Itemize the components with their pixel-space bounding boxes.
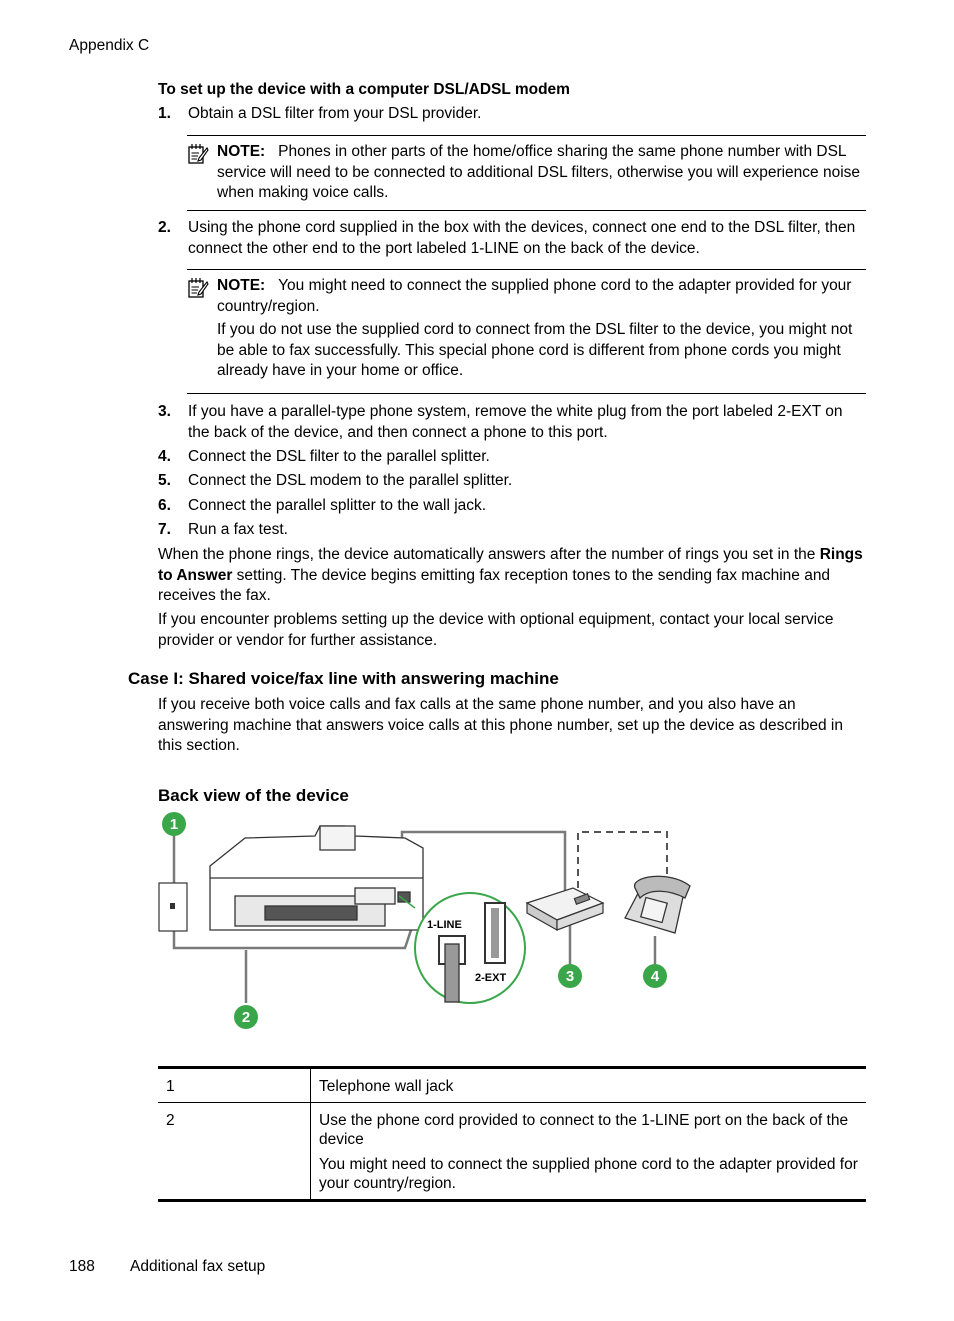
step-number: 6. — [158, 497, 171, 514]
step-3 — [158, 402, 868, 443]
note-label: NOTE: — [217, 143, 266, 160]
step-number: 1. — [158, 105, 171, 122]
section-intro: If you receive both voice calls and fax calls at the same phone number, and you also have an answering machine that answers voice calls at this phone number, set up the device as described in this section. — [158, 696, 843, 754]
svg-text:4: 4 — [650, 968, 660, 985]
running-head: Appendix C — [69, 37, 150, 54]
callout-4 — [643, 964, 667, 988]
paragraph-rings-to-answer: When the phone rings, the device automatically answers after the number of rings you set in the Rings to Answer setting. The device begins emitting fax reception tones to the sending fax machine and receives the fax. — [158, 546, 863, 604]
svg-text:1: 1 — [169, 816, 179, 833]
step-text: Connect the DSL modem to the parallel splitter. — [188, 472, 513, 489]
wall-jack — [159, 883, 187, 931]
note-text-2: If you do not use the supplied cord to connect from the DSL filter to the device, you might not be able to fax successfully. This special phone cord is different from phone cords you might already have in your home or office. — [217, 321, 853, 379]
step-number: 5. — [158, 472, 171, 489]
note-label: NOTE: — [217, 277, 266, 294]
note-icon — [187, 277, 209, 299]
port-ext-label: 2-EXT — [475, 972, 507, 984]
step-number: 7. — [158, 521, 171, 538]
table-row — [158, 1068, 866, 1103]
callout-2 — [234, 1005, 258, 1029]
callout-1 — [162, 812, 186, 836]
step-text: Obtain a DSL filter from your DSL provider. — [188, 105, 482, 122]
step-number: 2. — [158, 219, 171, 236]
device-back — [210, 826, 423, 930]
answering-machine — [527, 888, 603, 930]
step-number: 4. — [158, 448, 171, 465]
step-2 — [158, 218, 868, 259]
table-row — [158, 1103, 866, 1201]
back-view-diagram — [155, 808, 700, 1036]
port-line-label: 1-LINE — [427, 919, 462, 931]
step-6 — [158, 496, 868, 517]
step-text: Using the phone cord supplied in the box with the devices, connect one end to the DSL filter, then connect the other end to the port labeled 1-LINE on the back of the device. — [188, 219, 856, 257]
svg-text:2: 2 — [241, 1009, 251, 1026]
step-text: Connect the DSL filter to the parallel splitter. — [188, 448, 490, 465]
page-number: 188 — [69, 1258, 95, 1275]
note-text: You might need to connect the supplied phone cord to the adapter provided for your country/region. — [217, 277, 852, 315]
footer-title: Additional fax setup — [130, 1258, 266, 1275]
row-number: 1 — [158, 1068, 311, 1103]
row-description: Use the phone cord provided to connect to the 1-LINE port on the back of the device You might need to connect the supplied phone cord to the adapter provided for your country/region. — [311, 1103, 867, 1201]
step-7 — [158, 520, 868, 541]
note-icon — [187, 143, 209, 165]
svg-text:3: 3 — [565, 968, 575, 985]
step-text: If you have a parallel-type phone system, remove the white plug from the port labeled 2-EXT on the back of the device, and then connect a phone to this port. — [188, 403, 843, 441]
section-heading: Case I: Shared voice/fax line with answering machine — [128, 669, 559, 688]
row-number: 2 — [158, 1103, 311, 1201]
setting-name: Rings to Answer — [158, 546, 863, 584]
step-4 — [158, 447, 868, 468]
callout-legend-table — [158, 1066, 866, 1202]
figure-caption: Back view of the device — [158, 786, 349, 805]
step-number: 3. — [158, 403, 171, 420]
step-text: Connect the parallel splitter to the wall jack. — [188, 497, 487, 514]
note-dsl-filters — [187, 135, 866, 211]
note-text: Phones in other parts of the home/office sharing the same phone number with DSL service will need to be connected to additional DSL filters, otherwise you will experience noise when making voice calls. — [217, 143, 861, 201]
telephone — [625, 876, 690, 933]
procedure-title: To set up the device with a computer DSL/ADSL modem — [158, 81, 570, 98]
step-1 — [158, 104, 868, 125]
note-phone-cord-adapter — [187, 269, 866, 394]
paragraph-troubleshooting: If you encounter problems setting up the device with optional equipment, contact your local service provider or vendor for further assistance. — [158, 611, 834, 649]
callout-3 — [558, 964, 582, 988]
step-text: Run a fax test. — [188, 521, 288, 538]
step-5 — [158, 471, 868, 492]
row-description: Telephone wall jack — [319, 1078, 454, 1095]
